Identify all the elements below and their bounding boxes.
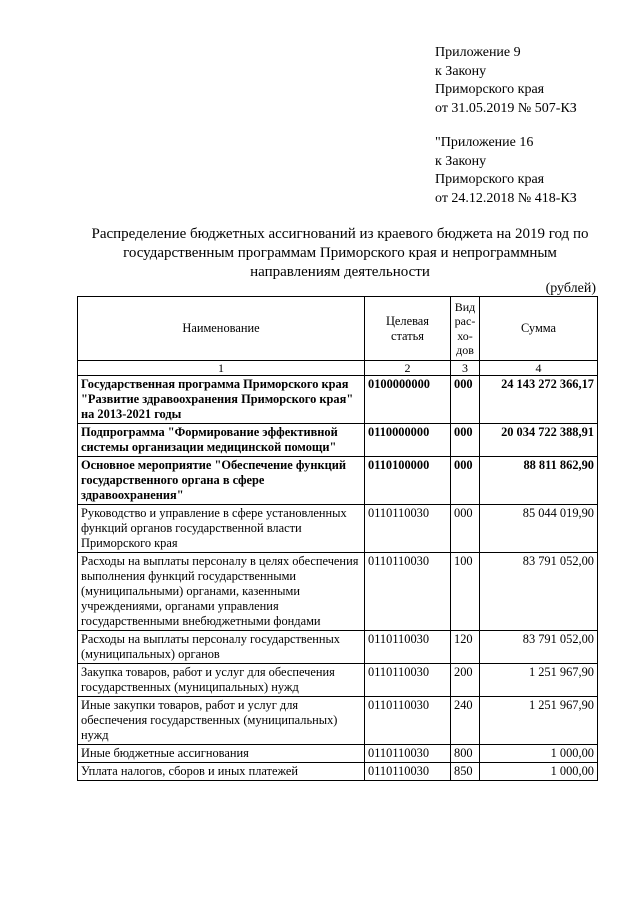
row-name-cell: Иные бюджетные ассигнования xyxy=(78,745,365,763)
row-expense-type-cell: 120 xyxy=(451,631,480,664)
table-row xyxy=(78,553,598,631)
table-header-row xyxy=(78,297,598,361)
table-row xyxy=(78,763,598,781)
appendix-line: от 31.05.2019 № 507-КЗ xyxy=(435,100,577,116)
table-row xyxy=(78,631,598,664)
row-expense-type-cell: 240 xyxy=(451,697,480,745)
row-amount-cell: 20 034 722 388,91 xyxy=(480,424,598,457)
row-target-article-cell: 0110110030 xyxy=(365,763,451,781)
row-expense-type-cell: 800 xyxy=(451,745,480,763)
row-target-article-cell: 0110000000 xyxy=(365,424,451,457)
appendix-line: к Закону xyxy=(435,153,487,169)
row-name-cell: Иные закупки товаров, работ и услуг для обеспечения государственных (муниципальных) нужд xyxy=(78,697,365,745)
row-target-article-cell: 0110110030 xyxy=(365,553,451,631)
units-label: (рублей) xyxy=(545,281,596,296)
appendix-line: Приморского края xyxy=(435,172,545,187)
row-amount-cell: 85 044 019,90 xyxy=(480,505,598,553)
appendix-line: Приложение 9 xyxy=(435,45,521,60)
row-expense-type-cell: 000 xyxy=(451,424,480,457)
row-amount-cell: 24 143 272 366,17 xyxy=(480,376,598,424)
column-number: 1 xyxy=(78,361,365,376)
row-expense-type-cell: 100 xyxy=(451,553,480,631)
row-name-cell: Расходы на выплаты персоналу в целях обеспечения выполнения функций государственными (муниципальными) органами, казенными учреждениями, органами управления государственными внебюджетными фондами xyxy=(78,553,365,631)
row-target-article-cell: 0110110030 xyxy=(365,697,451,745)
row-amount-cell: 83 791 052,00 xyxy=(480,631,598,664)
row-expense-type-cell: 000 xyxy=(451,505,480,553)
row-amount-cell: 1 251 967,90 xyxy=(480,664,598,697)
header-target-article: Целевая статья xyxy=(365,297,451,361)
row-amount-cell: 83 791 052,00 xyxy=(480,553,598,631)
table-row xyxy=(78,697,598,745)
row-name-cell: Закупка товаров, работ и услуг для обеспечения государственных (муниципальных) нужд xyxy=(78,664,365,697)
row-target-article-cell: 0110100000 xyxy=(365,457,451,505)
row-target-article-cell: 0110110030 xyxy=(365,505,451,553)
row-amount-cell: 88 811 862,90 xyxy=(480,457,598,505)
column-number-row xyxy=(78,361,598,376)
table-row xyxy=(78,745,598,763)
row-expense-type-cell: 200 xyxy=(451,664,480,697)
document-title-line: Распределение бюджетных ассигнований из краевого бюджета на 2019 год по xyxy=(91,226,589,242)
document-title-line: направлениям деятельности xyxy=(250,264,430,280)
appendix-line: "Приложение 16 xyxy=(435,135,534,150)
row-name-cell: Подпрограмма "Формирование эффективной системы организации медицинской помощи" xyxy=(78,424,365,457)
row-expense-type-cell: 000 xyxy=(451,457,480,505)
row-name-cell: Руководство и управление в сфере установленных функций органов государственной власти Приморского края xyxy=(78,505,365,553)
appendix-line: от 24.12.2018 № 418-КЗ xyxy=(435,190,577,206)
row-amount-cell: 1 000,00 xyxy=(480,763,598,781)
row-target-article-cell: 0100000000 xyxy=(365,376,451,424)
header-amount: Сумма xyxy=(480,297,598,361)
table-row xyxy=(78,457,598,505)
column-number: 4 xyxy=(480,361,598,376)
row-amount-cell: 1 000,00 xyxy=(480,745,598,763)
table-row xyxy=(78,376,598,424)
table-body xyxy=(78,376,598,781)
budget-table xyxy=(77,296,598,781)
row-name-cell: Основное мероприятие "Обеспечение функций государственного органа в сфере здравоохранения" xyxy=(78,457,365,505)
row-name-cell: Государственная программа Приморского края "Развитие здравоохранения Приморского края" на 2013-2021 годы xyxy=(78,376,365,424)
header-name: Наименование xyxy=(78,297,365,361)
table-row xyxy=(78,424,598,457)
document-title-line: государственным программам Приморского края и непрограммным xyxy=(123,245,557,261)
appendix-current-header xyxy=(435,44,577,118)
row-name-cell: Расходы на выплаты персоналу государственных (муниципальных) органов xyxy=(78,631,365,664)
column-number: 3 xyxy=(451,361,480,376)
appendix-original-header xyxy=(435,134,577,208)
appendix-line: Приморского края xyxy=(435,82,545,97)
row-name-cell: Уплата налогов, сборов и иных платежей xyxy=(78,763,365,781)
document-title xyxy=(70,225,610,282)
appendix-line: к Закону xyxy=(435,63,487,79)
column-number: 2 xyxy=(365,361,451,376)
table-row xyxy=(78,505,598,553)
row-amount-cell: 1 251 967,90 xyxy=(480,697,598,745)
row-expense-type-cell: 000 xyxy=(451,376,480,424)
table-row xyxy=(78,664,598,697)
row-expense-type-cell: 850 xyxy=(451,763,480,781)
row-target-article-cell: 0110110030 xyxy=(365,664,451,697)
row-target-article-cell: 0110110030 xyxy=(365,745,451,763)
row-target-article-cell: 0110110030 xyxy=(365,631,451,664)
header-expense-type: Вид рас- хо- дов xyxy=(451,297,480,361)
